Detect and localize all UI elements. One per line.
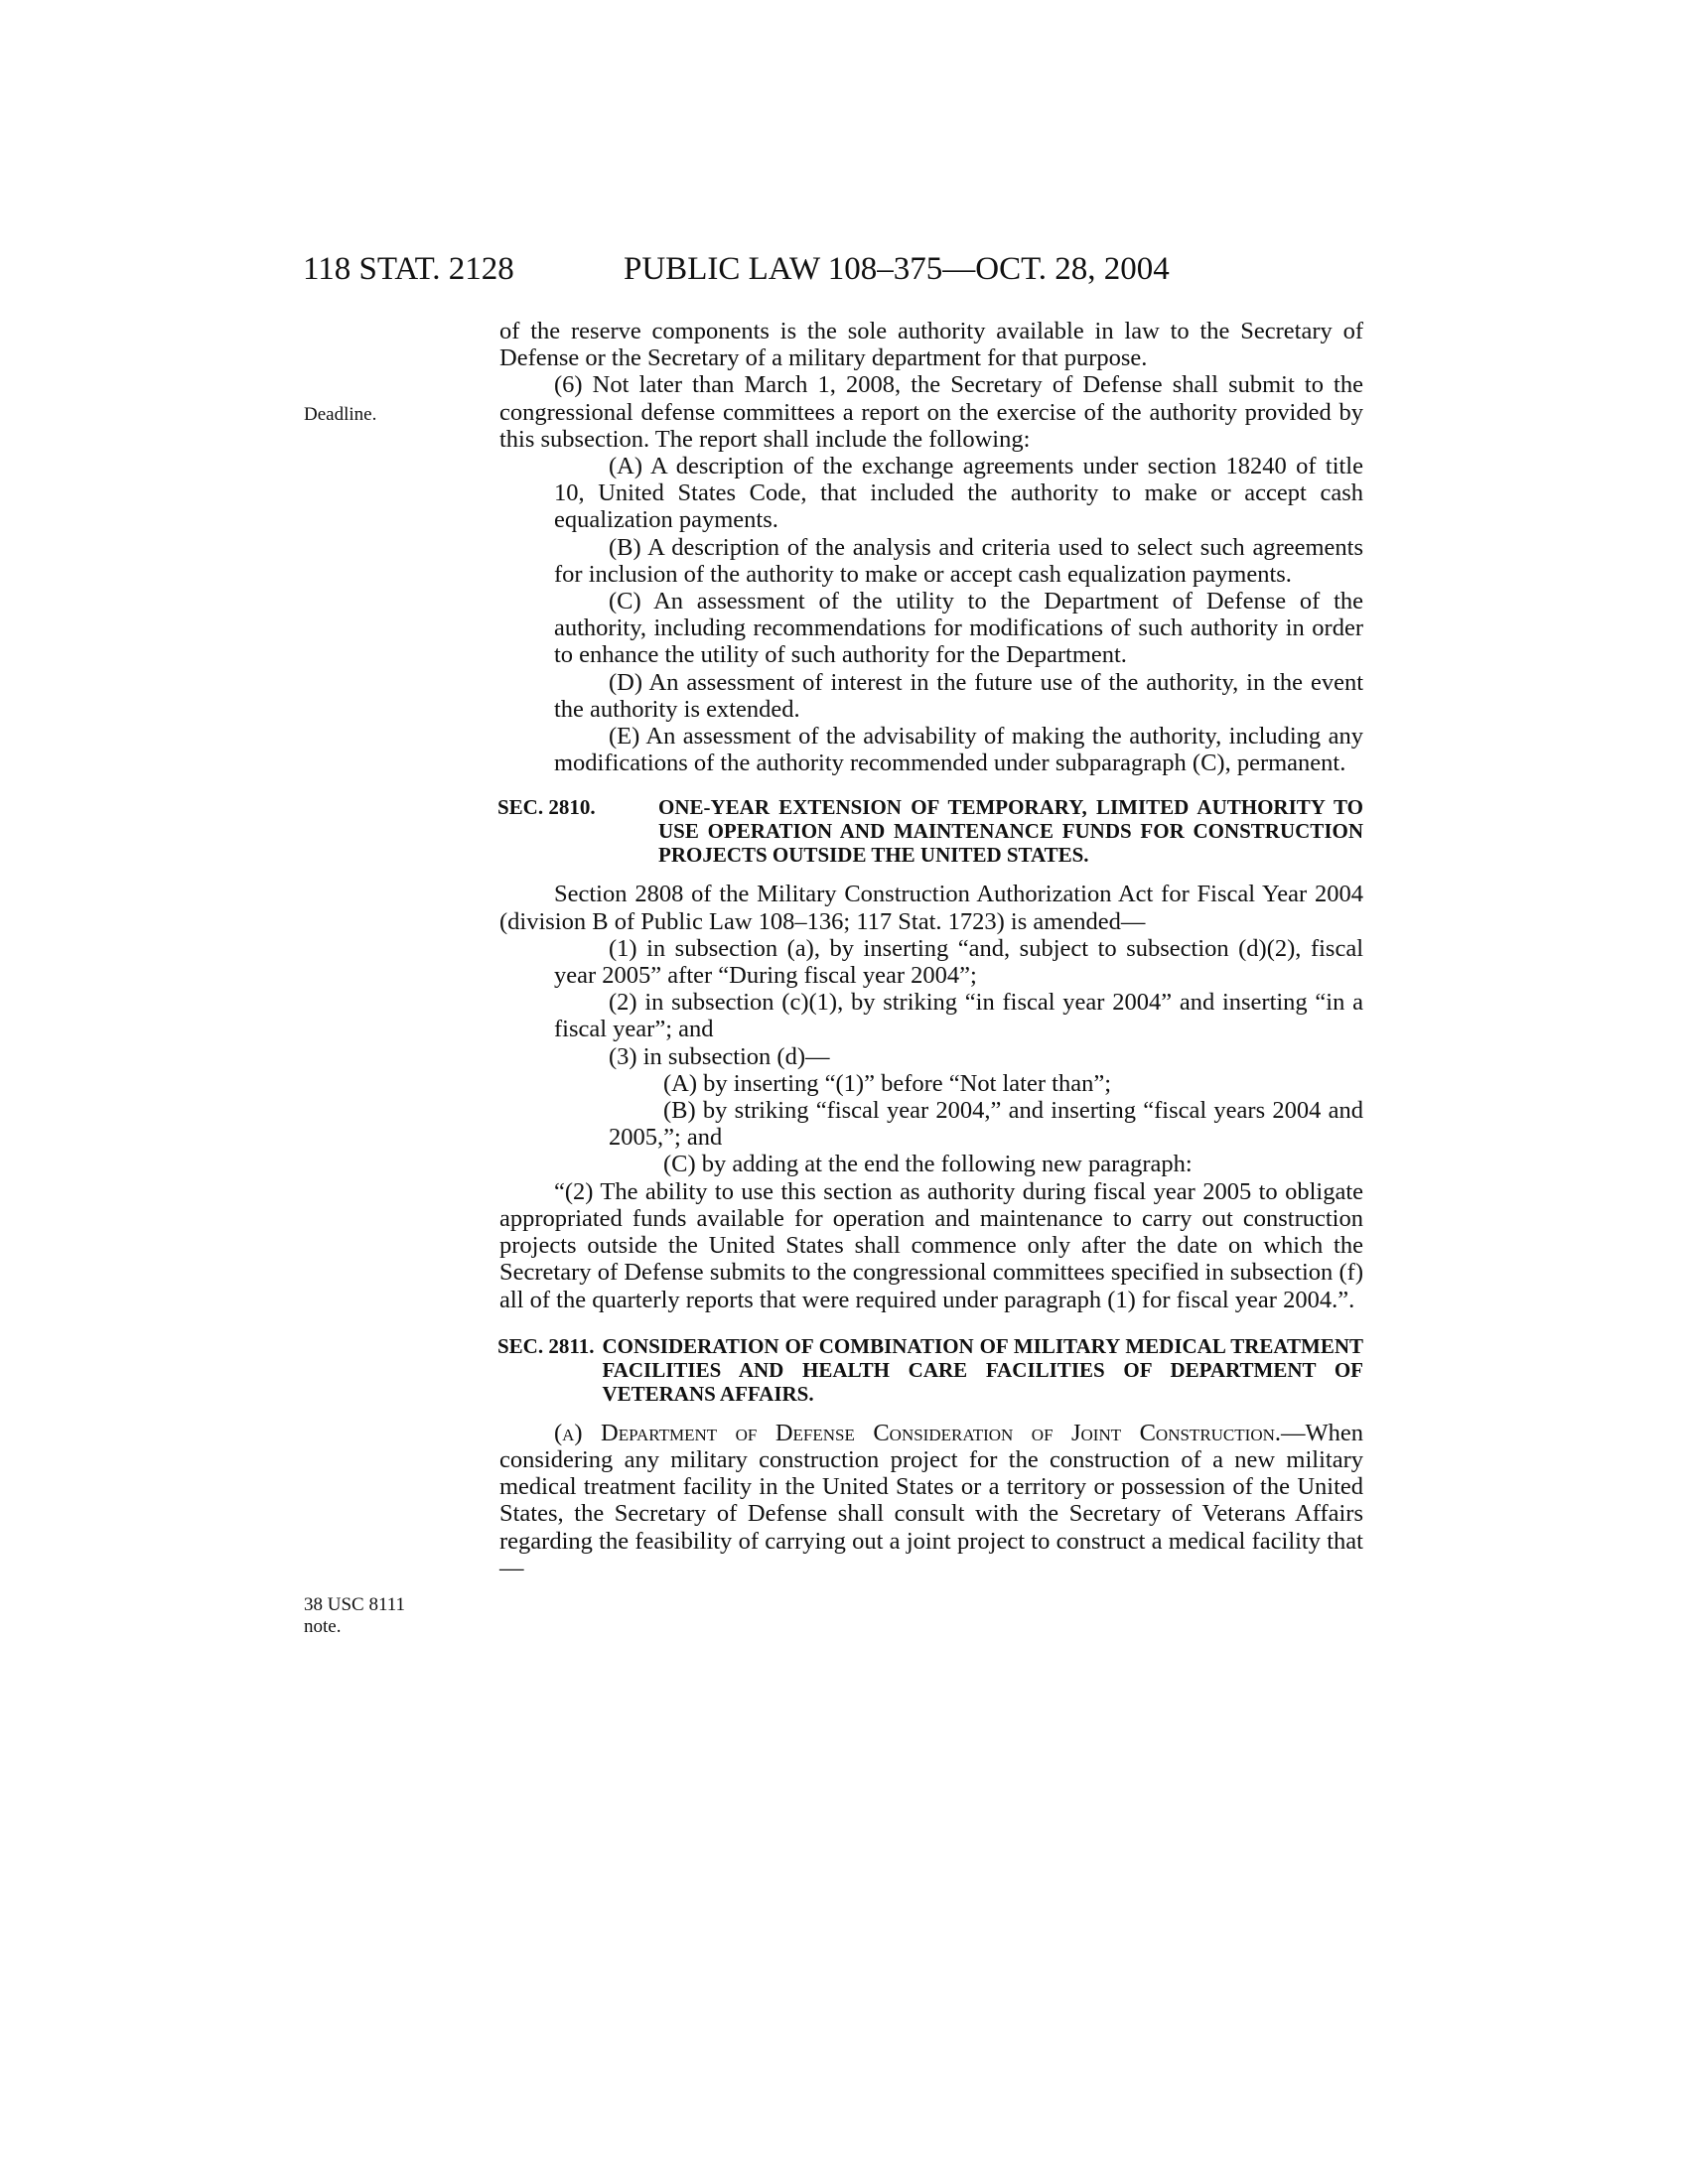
- section-2811-title: CONSIDERATION OF COMBINATION OF MILITARY MEDICAL TREATMENT FACILITIES AND HEALTH CARE FACILITIES OF DEPARTMENT OF VETERANS AFFAIRS.: [602, 1333, 1363, 1406]
- margin-note-deadline: Deadline.: [304, 404, 377, 425]
- section-2810-item-3b: (B) by striking “fiscal year 2004,” and inserting “fiscal years 2004 and 2005,”; and: [609, 1097, 1363, 1152]
- section-2810-title: ONE-YEAR EXTENSION OF TEMPORARY, LIMITED AUTHORITY TO USE OPERATION AND MAINTENANCE FUNDS FOR CONSTRUCTION PROJECTS OUTSIDE THE UNITED STATES.: [658, 795, 1363, 868]
- statute-page-number: 118 STAT. 2128: [303, 251, 514, 287]
- section-2810-item-3: (3) in subsection (d)—: [609, 1042, 830, 1070]
- subparagraph-6e: (E) An assessment of the advisability of making the authority, including any modifications of the authority recommended under subparagraph (C), permanent.: [554, 723, 1363, 777]
- body-text: [499, 318, 1363, 1581]
- paragraph-6: (6) Not later than March 1, 2008, the Secretary of Defense shall submit to the congressional defense committees a report on the exercise of the authority provided by this subsection. The report shall include the following:: [499, 371, 1363, 453]
- page-header: [303, 249, 1395, 289]
- margin-note-usc-line1: 38 USC 8111: [304, 1594, 406, 1615]
- section-2810-item-1: (1) in subsection (a), by inserting “and, subject to subsection (d)(2), fiscal year 2005” after “During fiscal year 2004”;: [554, 934, 1363, 990]
- section-2810-heading: [497, 795, 1363, 867]
- section-2810-intro: Section 2808 of the Military Construction Authorization Act for Fiscal Year 2004 (division B of Public Law 108–136; 117 Stat. 1723) is amended—: [499, 881, 1363, 935]
- public-law-citation: PUBLIC LAW 108–375—OCT. 28, 2004: [624, 251, 1170, 287]
- section-2811-number: SEC. 2811.: [497, 1333, 595, 1358]
- section-2810-item-3c: (C) by adding at the end the following new paragraph:: [663, 1151, 1193, 1178]
- subparagraph-6a: (A) A description of the exchange agreements under section 18240 of title 10, United States Code, that included the authority to make or accept cash equalization payments.: [554, 453, 1363, 534]
- section-2811-heading: [497, 1334, 1363, 1406]
- section-2810-number: SEC. 2810.: [497, 795, 596, 820]
- section-2810-quoted-paragraph: “(2) The ability to use this section as authority during fiscal year 2005 to obligate appropriated funds available for operation and maintenance to carry out construction projects outside the United States shall commence only after the date on which the Secretary of Defense submits to the congressional committees specified in subsection (f) all of the quarterly reports that were required under paragraph (1) for fiscal year 2004.”.: [499, 1177, 1363, 1313]
- subsection-a-text: —When considering any military construction project for the construction of a new military medical treatment facility in the United States or a territory or possession of the United States, the Secretary of Defense shall consult with the Secretary of Veterans Affairs regarding the feasibility of carrying out a joint project to construct a medical facility that—: [499, 1419, 1363, 1581]
- subparagraph-6c: (C) An assessment of the utility to the Department of Defense of the authority, including recommendations for modifications of such authority in order to enhance the utility of such authority for the Department.: [554, 588, 1363, 669]
- subparagraph-6b: (B) A description of the analysis and criteria used to select such agreements for inclusion of the authority to make or accept cash equalization payments.: [554, 533, 1363, 588]
- subsection-a-heading: (a) Department of Defense Consideration of Joint Construction.: [554, 1419, 1281, 1446]
- section-2810-item-3a: (A) by inserting “(1)” before “Not later than”;: [663, 1069, 1112, 1097]
- margin-note-usc-line2: note.: [304, 1616, 342, 1637]
- paragraph-continued: of the reserve components is the sole authority available in law to the Secretary of Defense or the Secretary of a military department for that purpose.: [499, 318, 1363, 372]
- subparagraph-6d: (D) An assessment of interest in the future use of the authority, in the event the authority is extended.: [554, 668, 1363, 723]
- margin-note-usc: [304, 1594, 463, 1638]
- section-2810-item-2: (2) in subsection (c)(1), by striking “in fiscal year 2004” and inserting “in a fiscal year”; and: [554, 989, 1363, 1043]
- section-2811-subsection-a: [499, 1420, 1363, 1581]
